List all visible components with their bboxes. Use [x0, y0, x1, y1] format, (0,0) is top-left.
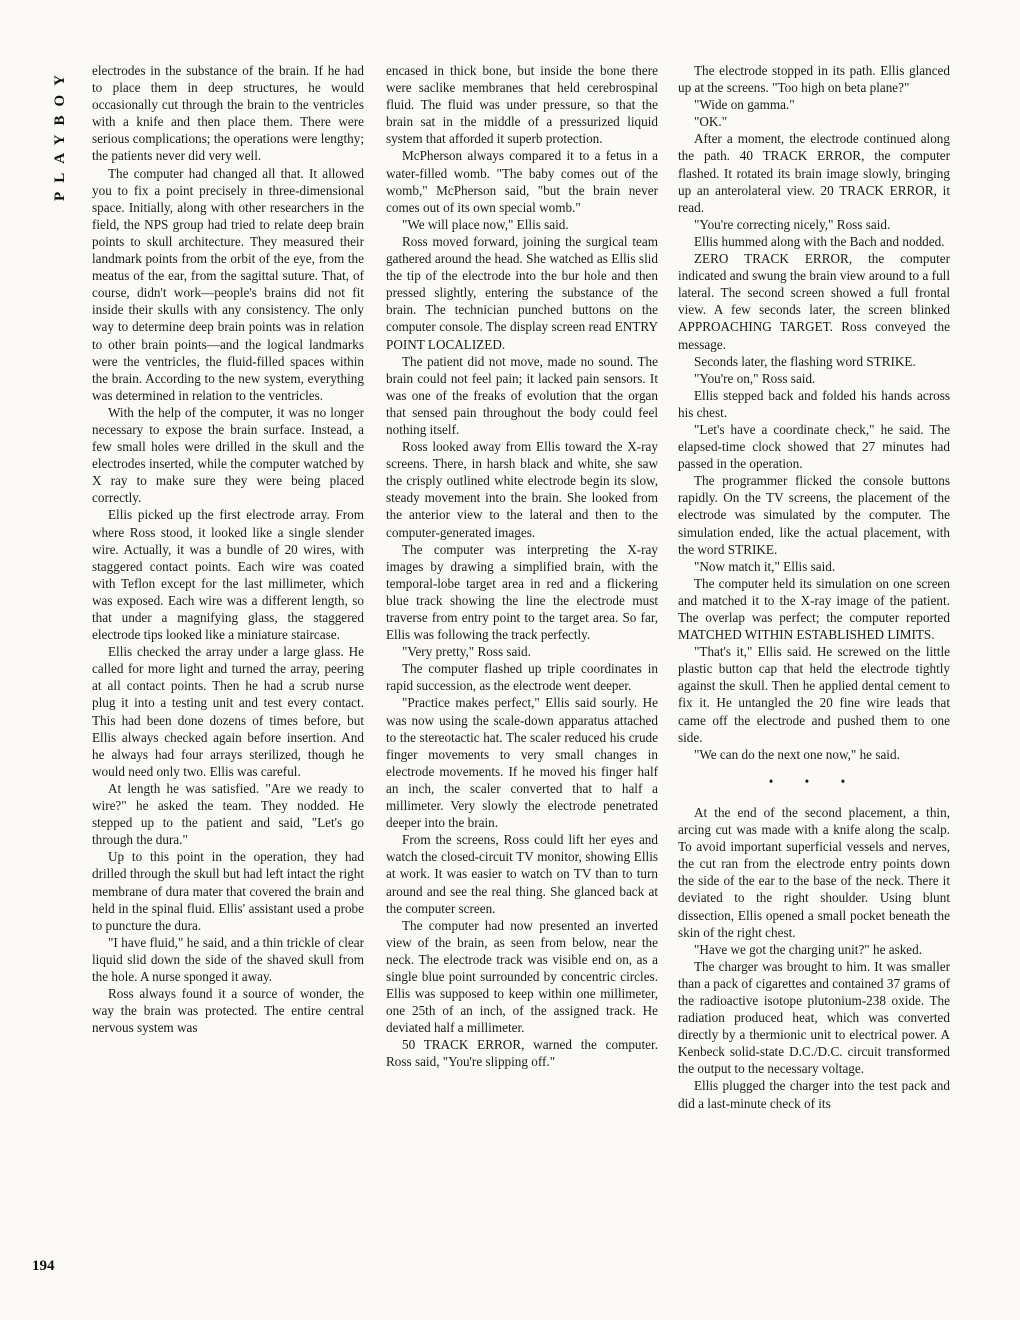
paragraph: From the screens, Ross could lift her eyes and watch the closed-circuit TV monitor, showing Ellis at work. It was easier to watch on TV than to turn around and see the real thing. She glanced back at the computer screen.: [386, 832, 658, 916]
text-column-3: [678, 62, 950, 1112]
paragraph: The programmer flicked the console buttons rapidly. On the TV screens, the placement of the electrode was simulated by the computer. The simulation ended, like the actual placement, with the word STRIKE.: [678, 473, 950, 557]
paragraph: "Have we got the charging unit?" he asked.: [694, 941, 923, 957]
paragraph: "Now match it," Ellis said.: [694, 558, 836, 574]
paragraph: Seconds later, the flashing word STRIKE.: [694, 353, 916, 369]
paragraph: The computer had changed all that. It allowed you to fix a point precisely in three-dimensional space. Initially, along with other researchers in the field, the NPS group had tried to relate deep brain points to skull architecture. They measured their landmark points from the orbit of the eye, from the meatus of the ear, from the sagittal suture. That, of course, didn't work—people's brains did not fit inside their skulls with any consistency. The only way to determine deep brain points was in relation to other brain points—and the logical landmarks were the ventricles, the fluid-filled spaces within the brain. According to the new system, everything was determined in relation to the ventricles.: [92, 165, 364, 403]
paragraph: "Wide on gamma.": [694, 97, 795, 113]
paragraph: encased in thick bone, but inside the bone there were saclike membranes that held cerebrospinal fluid. The fluid was under pressure, so that the brain sat in the middle of a pressurized liquid system that afforded it superb protection.: [386, 63, 658, 147]
paragraph: "Very pretty," Ross said.: [402, 644, 531, 660]
paragraph: "Let's have a coordinate check," he said. The elapsed-time clock showed that 27 minutes had passed in the operation.: [678, 421, 950, 472]
paragraph: Ellis picked up the first electrode array. From where Ross stood, it looked like a single slender wire. Actually, it was a bundle of 20 wires, with staggered contact points. Each wire was coated with Teflon except for the last millimeter, which was exposed. Each wire was a different length, so that under a magnifying glass, the staggered electrode tips looked like a miniature staircase.: [92, 507, 364, 643]
paragraph: "We can do the next one now," he said.: [694, 746, 900, 762]
text-column-2: [386, 62, 658, 1071]
paragraph: ZERO TRACK ERROR, the computer indicated and swung the brain view around to a full lateral. The second screen showed a full frontal view. A few seconds later, the screen blinked APPROACHING TARGET. Ross conveyed the message.: [678, 251, 950, 352]
paragraph: The electrode stopped in its path. Ellis glanced up at the screens. "Too high on beta plane?": [678, 63, 950, 96]
paragraph: electrodes in the substance of the brain. If he had to place them in deep structures, he would occasionally cut through the brain to the ventricles with a knife and then place them. There were serious complications; the operations were lengthy; the patients never did very well.: [92, 63, 364, 164]
paragraph: Ellis checked the array under a large glass. He called for more light and turned the array, peering at all contact points. Then he had a scrub nurse plug it into a testing unit and test every contact. This had been done dozens of times before, but Ellis always checked again before insertion. And he always had four arrays sterilized, though he would need only two. Ellis was careful.: [92, 644, 364, 779]
paragraph: "Practice makes perfect," Ellis said sourly. He was now using the scale-down apparatus attached to the stereotactic hat. The scaler reduced his crude finger movements to very small changes in electrode movements. If he moved his finger half an inch, the scaler converted that to half a millimeter. Very slowly the electrode penetrated deeper into the brain.: [386, 695, 658, 831]
section-break: • • •: [768, 773, 860, 789]
paragraph: McPherson always compared it to a fetus in a water-filled womb. "The baby comes out of the womb," McPherson said, "but the brain never comes out of its own special womb.": [386, 148, 658, 215]
paragraph: Up to this point in the operation, they had drilled through the skull but had left intact the right membrane of dura mater that covered the brain and held in the spinal fluid. Ellis' assistant used a probe to puncture the dura.: [92, 849, 364, 933]
paragraph: The computer was interpreting the X-ray images by drawing a simplified brain, with the temporal-lobe target area in red and a flickering blue track showing the line the electrode must traverse from entry point to the target area. So far, Ellis was following the track perfectly.: [386, 541, 658, 643]
paragraph: "We will place now," Ellis said.: [402, 216, 569, 232]
text-column-1: [92, 62, 364, 1036]
paragraph: With the help of the computer, it was no longer necessary to expose the brain surface. Instead, a few small holes were drilled in the skull and the electrodes inserted, while the computer watched by X ray to make sure they were being placed correctly.: [92, 404, 364, 506]
paragraph: 50 TRACK ERROR, warned the computer. Ross said, "You're slipping off.": [386, 1037, 658, 1070]
page-number: 194: [32, 1258, 55, 1274]
paragraph: "You're correcting nicely," Ross said.: [694, 216, 891, 232]
paragraph: At length he was satisfied. "Are we ready to wire?" he asked the team. They nodded. He stepped up to the patient and said, "Let's go through the dura.": [92, 780, 364, 848]
paragraph: Ellis hummed along with the Bach and nodded.: [694, 233, 945, 249]
paragraph: At the end of the second placement, a thin, arcing cut was made with a knife along the scalp. To avoid important superficial vessels and nerves, the cut ran from the electrode entry points down the side of the ear to the base of the neck. There it deviated to the right shoulder. Using blunt dissection, Ellis opened a small pocket beneath the skin of the right chest.: [678, 804, 950, 940]
paragraph: After a moment, the electrode continued along the path. 40 TRACK ERROR, the computer flashed. It rotated its brain image slowly, bringing up an anterolateral view. 20 TRACK ERROR, it read.: [678, 131, 950, 215]
paragraph: The charger was brought to him. It was smaller than a pack of cigarettes and contained 37 grams of the radioactive isotope plutonium-238 oxide. The radiation produced heat, which was converted directly by a thermionic unit to electrical power. A Kenbeck solid-state D.C./D.C. circuit transformed the output to the necessary voltage.: [678, 958, 950, 1077]
paragraph: "That's it," Ellis said. He screwed on the little plastic button cap that held the electrode tightly against the skull. Then he applied dental cement to fix it. He untangled the 20 fine wire leads that came off the electrode and pushed them to one side.: [678, 644, 950, 745]
paragraph: The computer had now presented an inverted view of the brain, as seen from below, near the neck. The electrode track was visible end on, as a single blue point surrounded by concentric circles. Ellis was supposed to keep within one millimeter, one 25th of an inch, of the assigned track. He deviated half a millimeter.: [386, 917, 658, 1036]
paragraph: Ellis stepped back and folded his hands across his chest.: [678, 387, 950, 420]
paragraph: "I have fluid," he said, and a thin trickle of clear liquid slid down the side of the shaved skull from the hole. A nurse sponged it away.: [92, 934, 364, 984]
paragraph: "OK.": [694, 114, 728, 130]
paragraph: Ellis plugged the charger into the test pack and did a last-minute check of its: [678, 1078, 950, 1111]
paragraph: Ross moved forward, joining the surgical team gathered around the head. She watched as Ellis slid the tip of the electrode into the bur hole and then pressed slightly, entering the substance of the brain. The technician punched buttons on the computer console. The display screen read ENTRY POINT LOCALIZED.: [386, 233, 658, 352]
paragraph: Ross always found it a source of wonder, the way the brain was protected. The entire central nervous system was: [92, 986, 364, 1036]
paragraph: "You're on," Ross said.: [694, 370, 816, 386]
paragraph: The computer flashed up triple coordinates in rapid succession, as the electrode went deeper.: [386, 661, 658, 694]
magazine-name: PLAYBOY: [52, 66, 68, 201]
paragraph: The computer held its simulation on one screen and matched it to the X-ray image of the patient. The overlap was perfect; the computer reported MATCHED WITHIN ESTABLISHED LIMITS.: [678, 575, 950, 643]
paragraph: Ross looked away from Ellis toward the X-ray screens. There, in harsh black and white, she saw the crisply outlined white electrode begin its slow, steady movement into the brain. She looked from the anterior view to the lateral and then to the computer-generated images.: [386, 439, 658, 540]
paragraph: The patient did not move, made no sound. The brain could not feel pain; it lacked pain sensors. It was one of the freaks of evolution that the organ that sensed pain throughout the body could feel nothing itself.: [386, 353, 658, 437]
